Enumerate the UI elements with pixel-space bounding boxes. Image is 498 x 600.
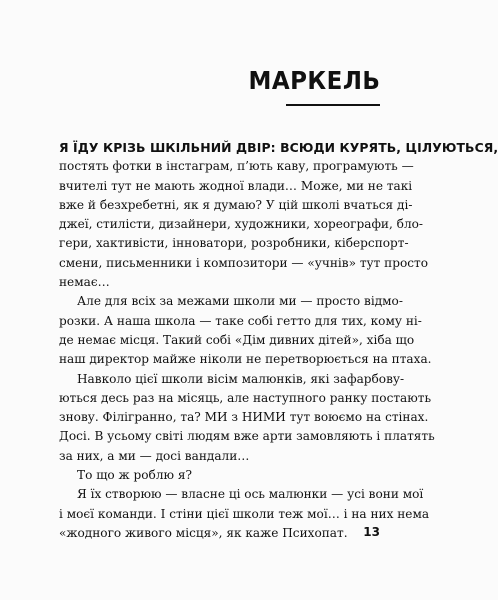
- text-line: Я їх створюю — власне ці ось малюнки — усі вони мої: [77, 487, 424, 502]
- text-line: постять фотки в інстаграм, п’ють каву, програмують —: [59, 159, 414, 174]
- text-line: «жодного живого місця», як каже Психопат.: [59, 525, 348, 540]
- text-line: джеї, стилісти, дизайнери, художники, хореографи, бло-: [59, 217, 423, 232]
- title-underline: [286, 104, 380, 106]
- lead-in-line: Я ЇДУ КРІЗЬ ШКІЛЬНИЙ ДВІР: ВСЮДИ КУРЯТЬ, ЦІЛУЮТЬСЯ,: [59, 140, 498, 155]
- chapter-title: МАРКЕЛЬ: [248, 66, 380, 95]
- text-line: вчителі тут не мають жодної влади… Може, ми не такі: [59, 178, 413, 193]
- text-line: немає…: [59, 275, 110, 290]
- text-line: Досі. В усьому світі людям вже арти замовляють і платять: [59, 429, 435, 444]
- text-line: де немає місця. Такий собі «Дім дивних дітей», хіба що: [59, 332, 415, 347]
- text-line: гери, хактивісти, інноватори, розробники, кіберспорт-: [59, 236, 409, 251]
- body-text: [59, 138, 498, 543]
- text-line: наш директор майже ніколи не перетворюється на птаха.: [59, 352, 432, 367]
- text-line: знову. Філігранно, та? МИ з НИМИ тут воюємо на стінах.: [59, 410, 429, 425]
- text-line: за них, а ми — досі вандали…: [59, 448, 250, 463]
- page-number: 13: [363, 525, 380, 539]
- text-line: Навколо цієї школи вісім малюнків, які зафарбову-: [77, 371, 405, 386]
- text-line: Але для всіх за межами школи ми — просто відмо-: [77, 294, 403, 309]
- text-line: і моєї команди. І стіни цієї школи теж мої… і на них нема: [59, 506, 430, 521]
- text-line: ються десь раз на місяць, але наступного ранку постають: [59, 390, 432, 405]
- text-line: То що ж роблю я?: [77, 468, 193, 483]
- text-line: розки. А наша школа — таке собі гетто для тих, кому ні-: [59, 313, 422, 328]
- text-line: вже й безхребетні, як я думаю? У цій школі вчаться ді-: [59, 197, 413, 212]
- text-line: смени, письменники і композитори — «учнів» тут просто: [59, 255, 429, 270]
